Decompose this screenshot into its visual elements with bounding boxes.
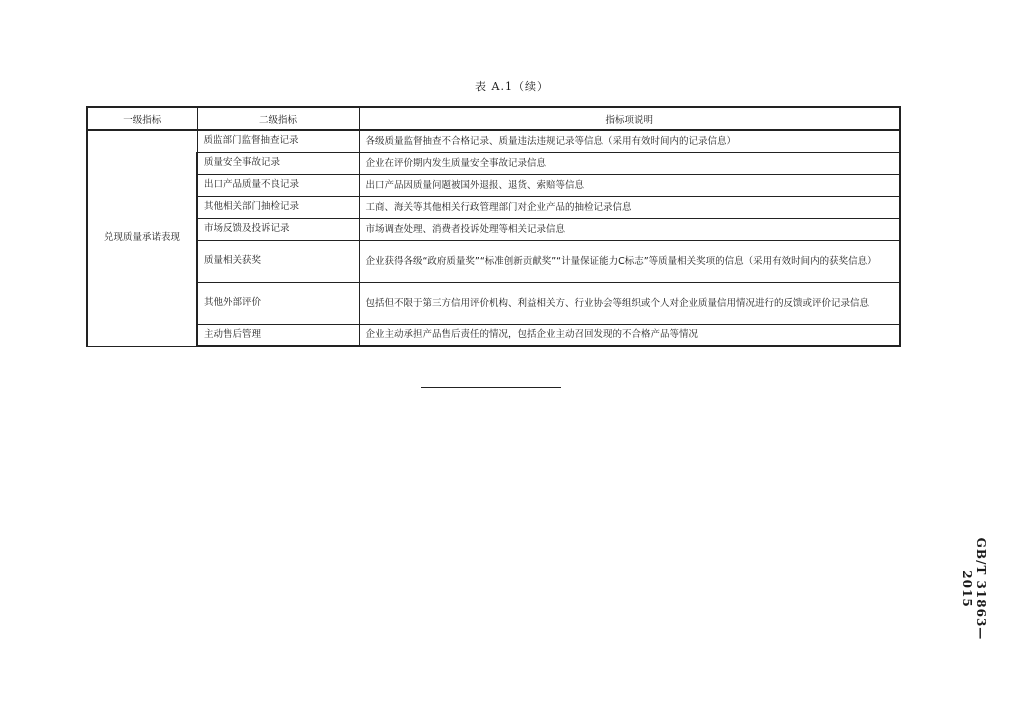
indicator-cell: 市场反馈及投诉记录 <box>197 218 359 240</box>
standard-number: GB/T 31863—2015 <box>960 537 988 641</box>
indicator-cell: 质量相关获奖 <box>197 240 359 282</box>
description-cell: 企业获得各级“政府质量奖”“标准创新贡献奖”“计量保证能力C标志”等质量相关奖项的信息（采用有效时间内的获奖信息） <box>359 240 900 282</box>
indicator-cell: 出口产品质量不良记录 <box>197 174 359 196</box>
table-row <box>87 218 900 240</box>
end-of-document-rule <box>421 387 561 388</box>
table-row <box>87 324 900 346</box>
header-description: 指标项说明 <box>359 107 900 130</box>
description-cell: 各级质量监督抽查不合格记录、质量违法违规记录等信息（采用有效时间内的记录信息） <box>359 130 900 152</box>
indicator-cell: 其他相关部门抽检记录 <box>197 196 359 218</box>
header-level2: 二级指标 <box>197 107 359 130</box>
description-cell: 企业在评价期内发生质量安全事故记录信息 <box>359 152 900 174</box>
table-header-row <box>87 107 900 130</box>
description-cell: 出口产品因质量问题被国外退报、退货、索赔等信息 <box>359 174 900 196</box>
indicator-table <box>86 106 901 347</box>
indicator-cell: 其他外部评价 <box>197 282 359 324</box>
table-row <box>87 174 900 196</box>
table-row <box>87 240 900 282</box>
header-level1: 一级指标 <box>87 107 197 130</box>
table-caption: 表 A.1（续） <box>475 80 549 93</box>
table-row <box>87 152 900 174</box>
group-label: 兑现质量承诺表现 <box>87 130 197 346</box>
description-cell: 企业主动承担产品售后责任的情况，包括企业主动召回发现的不合格产品等情况 <box>359 324 900 346</box>
description-cell: 市场调查处理、消费者投诉处理等相关记录信息 <box>359 218 900 240</box>
table-row <box>87 130 900 152</box>
description-cell: 包括但不限于第三方信用评价机构、利益相关方、行业协会等组织或个人对企业质量信用情况进行的反馈或评价记录信息 <box>359 282 900 324</box>
table-row <box>87 196 900 218</box>
indicator-cell: 质监部门监督抽查记录 <box>197 130 359 152</box>
indicator-cell: 质量安全事故记录 <box>197 152 359 174</box>
indicator-cell: 主动售后管理 <box>197 324 359 346</box>
description-cell: 工商、海关等其他相关行政管理部门对企业产品的抽检记录信息 <box>359 196 900 218</box>
table-row <box>87 282 900 324</box>
